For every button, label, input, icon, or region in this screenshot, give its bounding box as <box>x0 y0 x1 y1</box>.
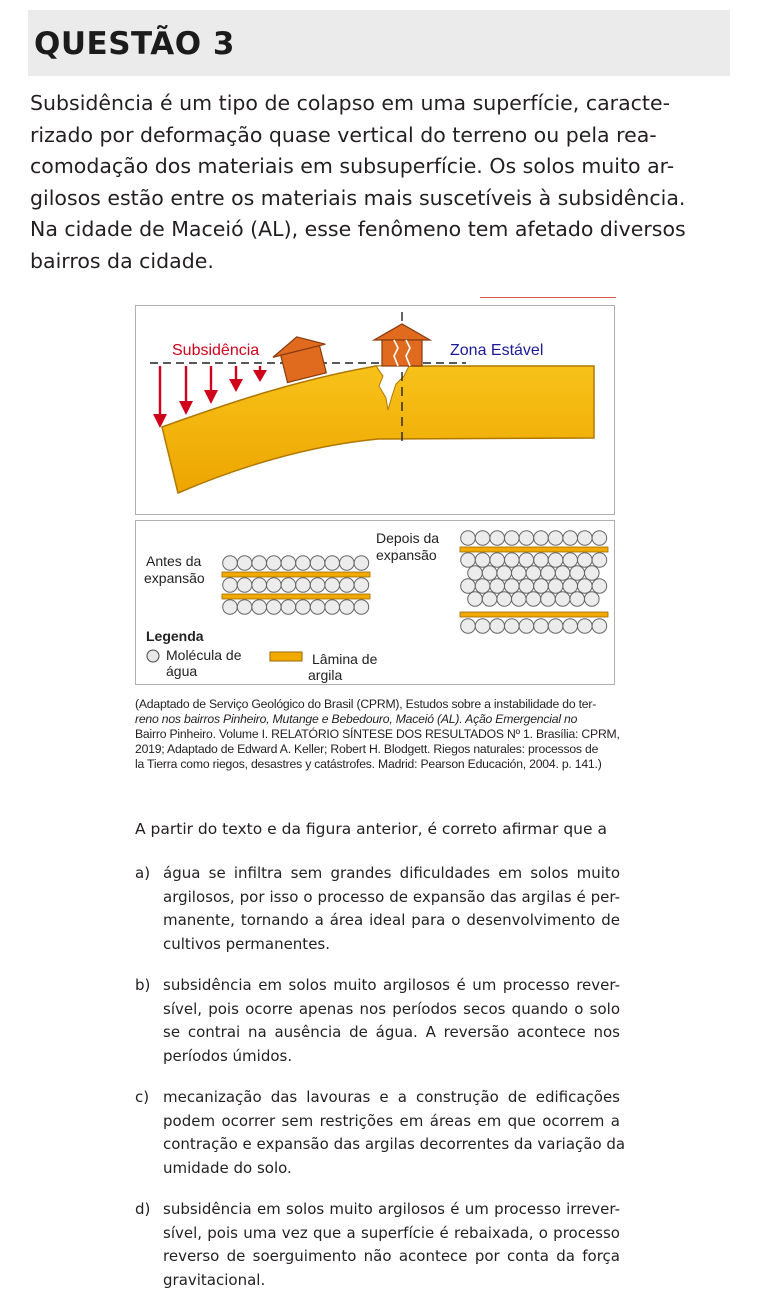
intro-line: rizado por deformação quase vertical do terreno ou pela rea- <box>30 122 657 147</box>
after-expansion-stack <box>460 531 608 634</box>
legend-clay-1: Lâmina de <box>312 651 378 667</box>
option-letter: b) <box>135 976 151 994</box>
water-molecule <box>482 566 497 581</box>
option-letter: c) <box>135 1088 150 1106</box>
water-molecule <box>475 553 490 568</box>
water-molecule <box>482 592 497 607</box>
water-molecule <box>541 592 556 607</box>
credit-line: la Tierra como riegos, desastres y catástrofes. Madrid: Pearson Educación, 2004. p. 141.) <box>135 757 602 771</box>
water-molecule <box>296 556 311 571</box>
water-molecule <box>578 579 593 594</box>
water-molecule <box>519 531 534 546</box>
water-molecule <box>296 578 311 593</box>
water-molecule <box>296 600 311 615</box>
clay-sheet <box>222 594 370 599</box>
clay-expansion-diagram <box>135 520 615 685</box>
water-molecule <box>563 619 578 634</box>
water-molecule <box>354 600 369 615</box>
water-molecule <box>461 619 476 634</box>
water-molecule <box>519 619 534 634</box>
label-after-1: Depois da <box>376 530 440 546</box>
option-line: reverso de soerguimento não acontece por conta da força <box>163 1247 620 1265</box>
legend-water-icon <box>147 650 159 662</box>
water-molecule <box>237 600 252 615</box>
option-line: umidade do solo. <box>163 1158 292 1177</box>
water-molecule <box>563 553 578 568</box>
clay-sheet <box>460 547 608 552</box>
water-molecule <box>223 600 238 615</box>
water-molecule <box>585 566 600 581</box>
water-molecule <box>497 566 512 581</box>
decorative-rule <box>480 297 616 298</box>
option-d[interactable] <box>135 1198 620 1292</box>
credit-line: 2019; Adaptado de Edward A. Keller; Robert H. Blodgett. Riegos naturales: processos de <box>135 742 599 756</box>
legend-water-1: Molécula de <box>166 647 242 663</box>
option-line: se contrai na ausência de água. A reversão acontece nos <box>163 1023 620 1041</box>
question-title: QUESTÃO 3 <box>34 26 235 62</box>
water-molecule <box>534 531 549 546</box>
water-molecule <box>592 531 607 546</box>
water-molecule <box>490 579 505 594</box>
water-molecule <box>267 556 282 571</box>
water-molecule <box>490 619 505 634</box>
water-molecule <box>490 553 505 568</box>
water-molecule <box>534 553 549 568</box>
water-molecule <box>252 556 267 571</box>
legend-water-2: água <box>166 663 198 679</box>
question-header <box>28 10 730 76</box>
water-molecule <box>252 600 267 615</box>
option-line: gravitacional. <box>163 1270 266 1289</box>
water-molecule <box>281 578 296 593</box>
clay-sheet <box>460 612 608 617</box>
credit-line: Bairro Pinheiro. Volume I. RELATÓRIO SÍNTESE DOS RESULTADOS Nº 1. Brasília: CPRM, <box>135 727 620 741</box>
water-molecule <box>563 579 578 594</box>
water-molecule <box>354 556 369 571</box>
option-line: sível, pois uma vez que a superfície é rebaixada, o processo <box>163 1223 620 1242</box>
water-molecule <box>461 579 476 594</box>
option-c[interactable] <box>135 1086 626 1180</box>
intro-line: bairros da cidade. <box>30 248 214 273</box>
water-molecule <box>325 556 340 571</box>
intro-line: Na cidade de Maceió (AL), esse fenômeno tem afetado diversos <box>30 217 686 241</box>
option-b[interactable] <box>135 974 620 1068</box>
water-molecule <box>585 592 600 607</box>
water-molecule <box>505 619 520 634</box>
water-molecule <box>563 531 578 546</box>
water-molecule <box>223 556 238 571</box>
label-subsidence: Subsidência <box>172 342 260 359</box>
water-molecule <box>578 531 593 546</box>
water-molecule <box>281 600 296 615</box>
water-molecule <box>237 578 252 593</box>
water-molecule <box>325 600 340 615</box>
legend-title: Legenda <box>146 628 204 644</box>
water-molecule <box>468 566 483 581</box>
before-expansion-stack <box>222 556 370 615</box>
water-molecule <box>475 619 490 634</box>
water-molecule <box>354 578 369 593</box>
intro-line: comodação dos materiais em subsuperfície. Os solos muito ar- <box>30 154 675 178</box>
option-line: sível, pois ocorre apenas nos períodos secos quando o solo <box>163 999 620 1018</box>
option-line: argilosos, por isso o processo de expansão das argilas é per- <box>163 887 620 906</box>
water-molecule <box>592 579 607 594</box>
option-letter: d) <box>135 1200 151 1218</box>
option-line: subsidência em solos muito argilosos é um processo irrever- <box>163 1200 620 1218</box>
question-stem: A partir do texto e da figura anterior, é correto afirmar que a <box>135 820 607 838</box>
water-molecule <box>548 619 563 634</box>
water-molecule <box>526 566 541 581</box>
water-molecule <box>461 553 476 568</box>
water-molecule <box>570 566 585 581</box>
credit-line: (Adaptado de Serviço Geológico do Brasil (CPRM), Estudos sobre a instabilidade do ter- <box>135 697 597 711</box>
water-molecule <box>512 566 527 581</box>
option-line: contração e expansão das argilas decorrentes da variação da <box>163 1135 626 1153</box>
intro-line: gilosos estão entre os materiais mais suscetíveis à subsidência. <box>30 185 686 210</box>
option-line: mecanização das lavouras e a construção de edificações <box>163 1088 620 1106</box>
water-molecule <box>555 566 570 581</box>
water-molecule <box>475 579 490 594</box>
water-molecule <box>252 578 267 593</box>
water-molecule <box>340 578 355 593</box>
label-before-1: Antes da <box>146 553 202 569</box>
water-molecule <box>281 556 296 571</box>
water-molecule <box>541 566 556 581</box>
water-molecule <box>592 553 607 568</box>
water-molecule <box>237 556 252 571</box>
option-line: subsidência em solos muito argilosos é um processo rever- <box>163 976 620 994</box>
water-molecule <box>310 600 325 615</box>
soil-layer <box>162 366 594 493</box>
water-molecule <box>578 619 593 634</box>
water-molecule <box>223 578 238 593</box>
water-molecule <box>534 579 549 594</box>
label-after-2: expansão <box>376 547 437 563</box>
water-molecule <box>325 578 340 593</box>
water-molecule <box>526 592 541 607</box>
water-molecule <box>505 531 520 546</box>
water-molecule <box>505 579 520 594</box>
label-before-2: expansão <box>144 570 205 586</box>
water-molecule <box>570 592 585 607</box>
water-molecule <box>592 619 607 634</box>
credit-line: reno nos bairros Pinheiro, Mutange e Bebedouro, Maceió (AL). Ação Emergencial no <box>135 712 578 726</box>
water-molecule <box>505 553 520 568</box>
water-molecule <box>548 531 563 546</box>
legend-clay-2: argila <box>308 667 343 683</box>
label-stable-zone: Zona Estável <box>450 342 544 359</box>
water-molecule <box>340 556 355 571</box>
water-molecule <box>267 600 282 615</box>
water-molecule <box>267 578 282 593</box>
option-line: manente, tornando a área ideal para o desenvolvimento de <box>163 911 620 929</box>
option-line: podem ocorrer sem restrições em áreas em que ocorrem a <box>163 1111 620 1130</box>
water-molecule <box>519 579 534 594</box>
water-molecule <box>534 619 549 634</box>
water-molecule <box>497 592 512 607</box>
water-molecule <box>548 579 563 594</box>
water-molecule <box>310 556 325 571</box>
water-molecule <box>340 600 355 615</box>
legend-clay-icon <box>270 652 302 661</box>
option-a[interactable] <box>135 862 620 956</box>
water-molecule <box>519 553 534 568</box>
clay-sheet <box>222 572 370 577</box>
water-molecule <box>468 592 483 607</box>
intro-text <box>30 88 730 277</box>
water-molecule <box>512 592 527 607</box>
option-line: água se infiltra sem grandes dificuldades em solos muito <box>163 864 620 882</box>
water-molecule <box>461 531 476 546</box>
option-line: períodos úmidos. <box>163 1046 293 1065</box>
water-molecule <box>548 553 563 568</box>
figure-credit <box>135 697 620 772</box>
option-line: cultivos permanentes. <box>163 934 330 953</box>
subsidence-diagram <box>135 305 615 515</box>
water-molecule <box>578 553 593 568</box>
water-molecule <box>310 578 325 593</box>
water-molecule <box>475 531 490 546</box>
water-molecule <box>490 531 505 546</box>
water-molecule <box>555 592 570 607</box>
cracked-house-icon <box>374 324 430 366</box>
intro-line: Subsidência é um tipo de colapso em uma superfície, caracte- <box>30 91 670 115</box>
option-letter: a) <box>135 864 151 882</box>
